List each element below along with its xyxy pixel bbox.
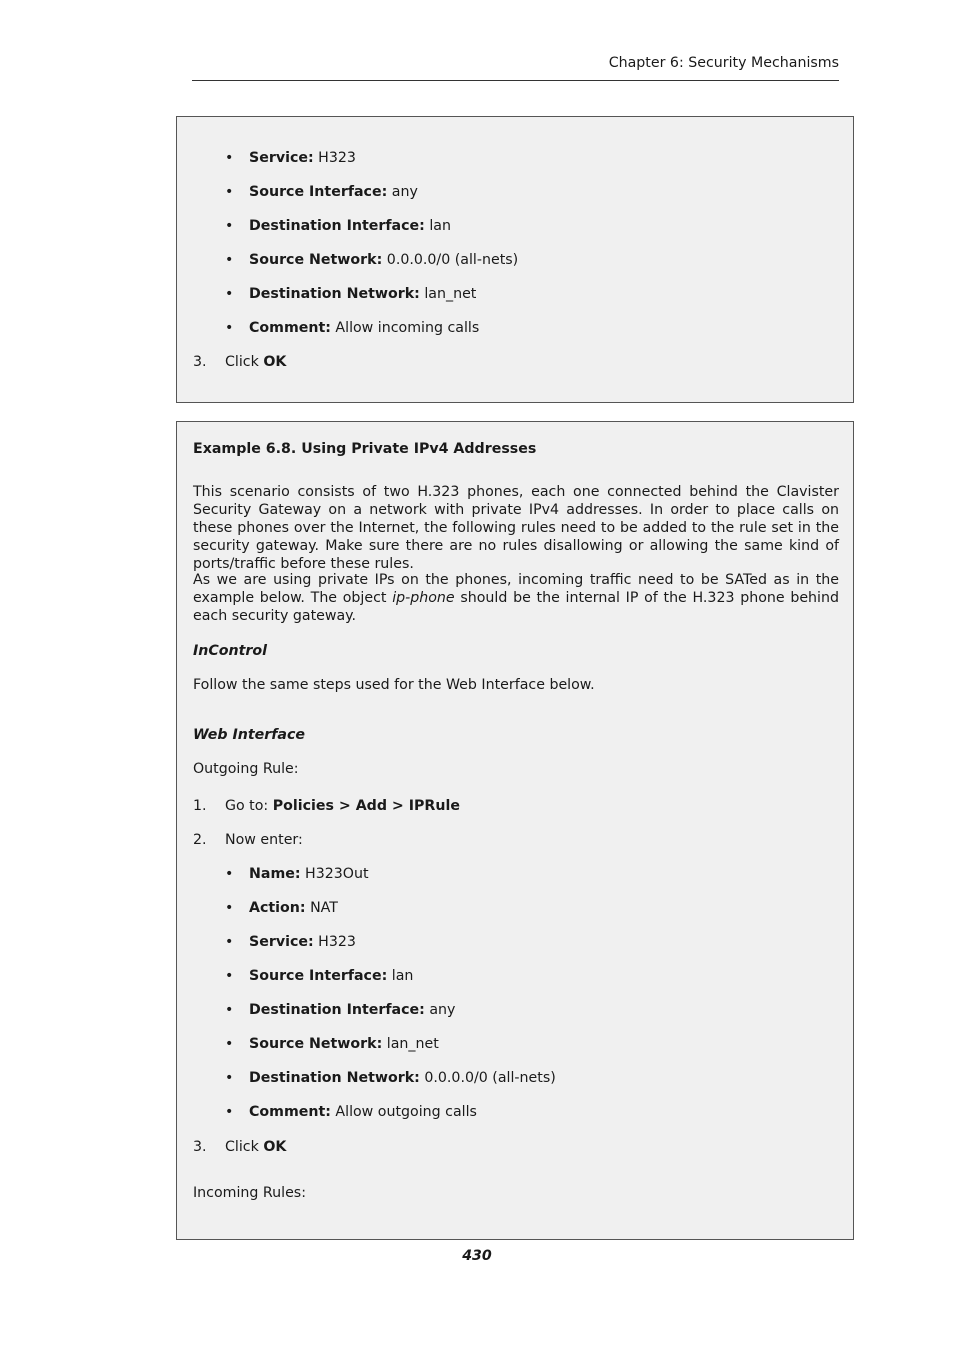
bullet-mark: • <box>225 866 234 882</box>
bullet-text: Service: H323 <box>249 934 356 950</box>
step-text: Now enter: <box>225 832 303 848</box>
bullet-mark: • <box>225 1036 234 1052</box>
example-box <box>176 421 854 1240</box>
bullet-mark: • <box>225 1002 234 1018</box>
bullet-mark: • <box>225 150 234 166</box>
step-number: 3. <box>193 354 207 370</box>
running-header: Chapter 6: Security Mechanisms <box>608 55 839 71</box>
bullet-mark: • <box>225 900 234 916</box>
section-title-web-interface: Web Interface <box>193 727 306 743</box>
outgoing-rule-label: Outgoing Rule: <box>193 761 299 777</box>
bullet-text: Comment: Allow incoming calls <box>249 320 480 336</box>
paragraph: This scenario consists of two H.323 phones, each one connected behind the Clavister Security Gateway on a network with private IPv4 addresses. In order to place calls on these phones over the Internet, the following rules need to be added to the rule set in the security gateway. Make sure there are no rules disallowing or allowing the same kind of ports/traffic before these rules. <box>193 484 839 572</box>
step-text: Click OK <box>225 1139 287 1155</box>
bullet-mark: • <box>225 934 234 950</box>
step-number: 1. <box>193 798 207 814</box>
header-divider <box>192 80 839 81</box>
bullet-text: Destination Interface: lan <box>249 218 451 234</box>
bullet-mark: • <box>225 286 234 302</box>
paragraph: As we are using private IPs on the phones, incoming traffic need to be SATed as in the example below. The object ip-phone should be the internal IP of the H.323 phone behind each security gateway. <box>193 572 839 624</box>
bullet-text: Destination Network: lan_net <box>249 286 477 302</box>
example-continuation-box <box>176 116 854 403</box>
bullet-text: Comment: Allow outgoing calls <box>249 1104 477 1120</box>
step-text: Click OK <box>225 354 287 370</box>
bullet-mark: • <box>225 184 234 200</box>
incoming-rules-label: Incoming Rules: <box>193 1185 306 1201</box>
bullet-text: Source Interface: lan <box>249 968 414 984</box>
page-number: 430 <box>462 1248 492 1264</box>
bullet-text: Service: H323 <box>249 150 356 166</box>
bullet-mark: • <box>225 252 234 268</box>
bullet-text: Destination Network: 0.0.0.0/0 (all-nets) <box>249 1070 556 1086</box>
bullet-mark: • <box>225 1104 234 1120</box>
step-text: Go to: Policies > Add > IPRule <box>225 798 460 814</box>
bullet-text: Destination Interface: any <box>249 1002 456 1018</box>
bullet-mark: • <box>225 218 234 234</box>
example-title: Example 6.8. Using Private IPv4 Addresses <box>193 441 537 457</box>
step-number: 2. <box>193 832 207 848</box>
bullet-text: Source Interface: any <box>249 184 418 200</box>
step-number: 3. <box>193 1139 207 1155</box>
bullet-text: Action: NAT <box>249 900 338 916</box>
bullet-text: Source Network: 0.0.0.0/0 (all-nets) <box>249 252 519 268</box>
incontrol-text: Follow the same steps used for the Web Interface below. <box>193 677 595 693</box>
bullet-text: Name: H323Out <box>249 866 369 882</box>
bullet-mark: • <box>225 1070 234 1086</box>
bullet-mark: • <box>225 968 234 984</box>
bullet-text: Source Network: lan_net <box>249 1036 439 1052</box>
bullet-mark: • <box>225 320 234 336</box>
section-title-incontrol: InControl <box>193 643 268 659</box>
